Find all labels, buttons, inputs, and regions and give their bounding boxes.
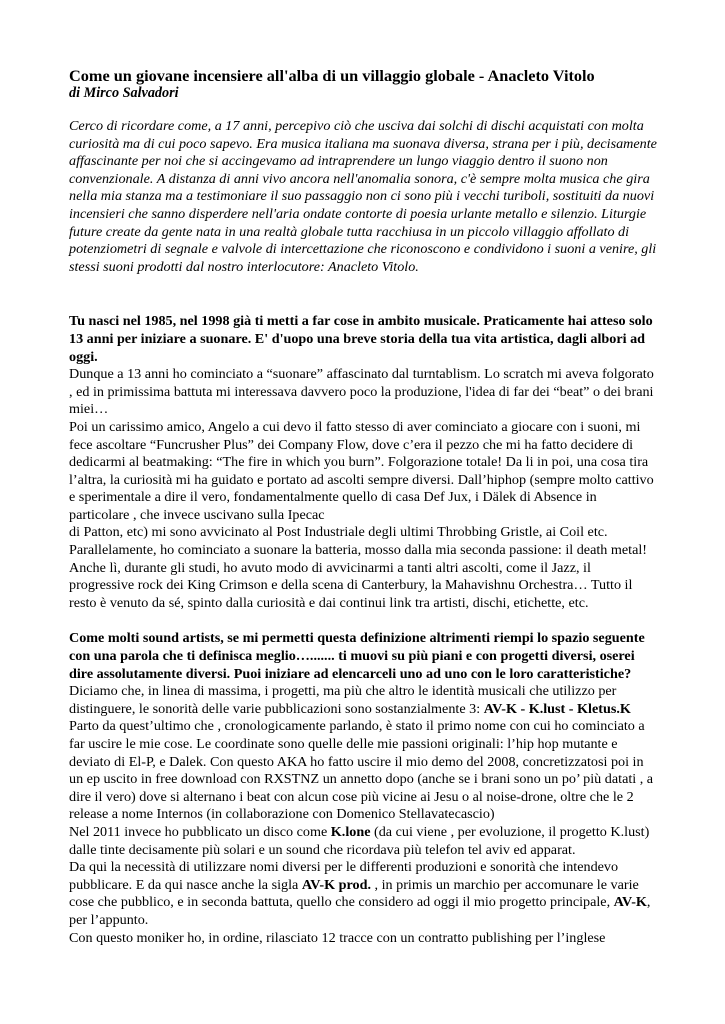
answer-paragraph: Con questo moniker ho, in ordine, rilasciato 12 tracce con un contratto publishing per l’inglese bbox=[69, 929, 606, 946]
article-intro: Cerco di ricordare come, a 17 anni, percepivo ciò che usciva dai solchi di dischi acquistati con molta curiosità ma di cui poco sapevo. Era musica italiana ma suonava diversa, strana per i più, decisamente affascinante per noi che si accingevamo ad intraprendere un lungo viaggio dentro il suono non convenzionale. A distanza di anni vivo ancora nell'anomalia sonora, c'è sempre molta musica che gira nella mia stanza ma a testimoniare il suo passaggio non ci sono più i vecchi turiboli, sostituiti da nuovi incensieri che sanno disperdere nell'aria ondate contorte di poesia urlante metallo e silenzio. Liturgie future create da gente nata in una realtà globale tutta racchiusa in un piccolo villaggio affollato di potenziometri di segnale e valvole di intercettazione che riconoscono e condividono i suoni a venire, gli stessi suoni prodotti dal nostro interlocutore: Anacleto Vitolo. bbox=[69, 118, 657, 275]
article-title: Come un giovane incensiere all'alba di un villaggio globale - Anacleto Vitolo bbox=[69, 66, 595, 85]
answer-paragraph bbox=[69, 824, 659, 859]
project-name-klone: K.lone bbox=[330, 823, 371, 840]
answer-text: Diciamo che, in linea di massima, i progetti, ma più che altro le identità musicali che utilizzo per distinguere, le sonorità delle varie pubblicazioni sono sostanzialmente 3: bbox=[69, 683, 617, 717]
answer-text: Da qui la necessità di utilizzare nomi diversi per le differenti produzioni e sonorità che intendevo pubblicare. E da qui nasce anche la sigla bbox=[69, 859, 619, 893]
answer-paragraph: Poi un carissimo amico, Angelo a cui devo il fatto stesso di aver cominciato a giocare con i suoni, mi fece ascoltare “Funcrusher Plus” dei Company Flow, dove c’era il pezzo che mi ha fatto decidere di dedicarmi al beatmaking: “The fire in which you burn”. Folgorazione totale! Da li in poi, una cosa tira l’altra, la curiosità mi ha guidato e portato ad ascolti sempre diversi. Dall’hiphop (sempre molto cattivo e sperimentale a dire il vero, fondamentalmente quello di casa Def Jux, i Dälek di Absence in particolare , che invece uscivano sulla Ipecac bbox=[69, 418, 654, 523]
interview-section-2 bbox=[69, 630, 659, 947]
project-name-avk: AV-K bbox=[613, 894, 647, 911]
project-names: AV-K - K.lust - Kletus.K bbox=[483, 700, 631, 717]
answer-text: (da cui viene , per evoluzione, il progetto K.lust) dalle tinte decisamente più solari e un sound che ricordava più telefon tel aviv ed apparat. bbox=[69, 823, 650, 858]
interview-question-2: Come molti sound artists, se mi permetti questa definizione altrimenti riempi lo spazio seguente con una parola che ti definisca meglio…....... ti muovi su più piani e con progetti diversi, oserei dire assolutamente diversi. Puoi iniziare ad elencarceli uno ad uno con le loro caratteristiche? bbox=[69, 630, 645, 682]
document-page bbox=[69, 66, 659, 947]
interview-question-1: Tu nasci nel 1985, nel 1998 già ti metti a far cose in ambito musicale. Praticamente hai atteso solo 13 anni per iniziare a suonare. E' d'uopo una breve storia della tua vita artistica, dagli albori ad oggi. bbox=[69, 313, 653, 365]
answer-paragraph bbox=[69, 683, 659, 718]
answer-paragraph: di Patton, etc) mi sono avvicinato al Post Industriale degli ultimi Throbbing Gristle, ai Coil etc. Parallelamente, ho cominciato a suonare la batteria, mosso dalla mia seconda passione: il death metal! Anche lì, durante gli studi, ho avuto modo di avvicinarmi a tanti altri ascolti, come il Jazz, il progressive rock dei King Crimson e della scena di Canterbury, la Mahavishnu Orchestra… Tutto il resto è venuto da sé, spinto dalla curiosità e dai continui link tra artisti, dischi, etichette, etc. bbox=[69, 524, 647, 611]
interview-section-1 bbox=[69, 313, 659, 612]
answer-text: , per l’appunto. bbox=[69, 894, 651, 928]
answer-paragraph bbox=[69, 859, 659, 929]
answer-paragraph: Parto da quest’ultimo che , cronologicamente parlando, è stato il primo nome con cui ho cominciato a far uscire le mie cose. Le coordinate sono quelle delle mie passioni originali: l’hip hop mutante e deviato di El-P, e Dalek. Con questo AKA ho fatto uscire il mio demo del 2008, concretizzatosi poi in un ep uscito in free download con RXSTNZ un annetto dopo (anche se i brani sono un po’ più datati , a dire il vero) dove si alternano i beat con alcun cose più vicine ai Jesu o al noise-drone, oltre che le 2 release a nome Internos (in collaborazione con Domenico Stellavatecascio) bbox=[69, 718, 654, 823]
answer-paragraph: Dunque a 13 anni ho cominciato a “suonare” affascinato dal turntablism. Lo scratch mi aveva folgorato , ed in primissima battuta mi interessava davvero poco la produzione, l'idea di far dei “beat” o dei brani miei… bbox=[69, 366, 654, 418]
project-name-avk-prod: AV-K prod. bbox=[301, 876, 371, 893]
article-author: di Mirco Salvadori bbox=[69, 85, 179, 101]
answer-text: , in primis un marchio per accomunare le varie cose che pubblico, e in seconda battuta, quello che considero ad oggi il mio progetto principale, bbox=[69, 876, 639, 911]
answer-text: Nel 2011 invece ho pubblicato un disco come bbox=[69, 823, 331, 840]
